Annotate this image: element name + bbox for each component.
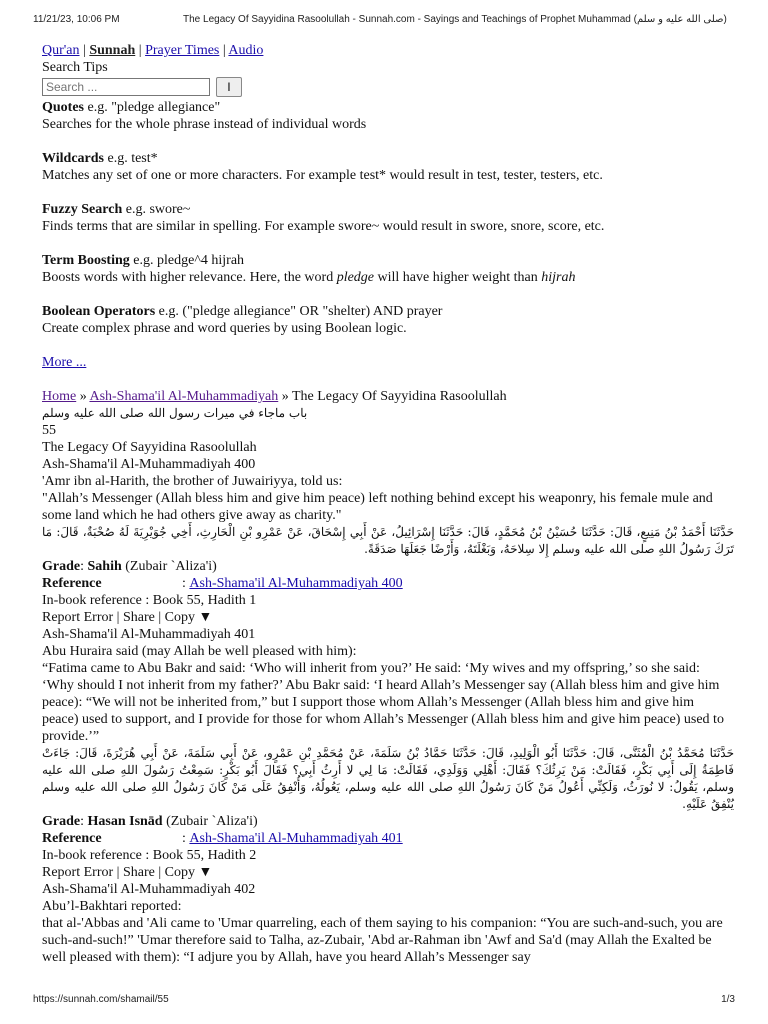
tip-term: Fuzzy Search bbox=[42, 202, 123, 217]
in-book-reference: In-book reference : Book 55, Hadith 2 bbox=[42, 848, 257, 863]
hadith-actions[interactable]: Report Error | Share | Copy ▼ bbox=[42, 610, 213, 625]
hadith-container bbox=[42, 626, 734, 881]
tip-quotes bbox=[42, 99, 734, 133]
reference-link[interactable]: Ash-Shama'il Al-Muhammadiyah 400 bbox=[189, 576, 403, 591]
breadcrumb-current: The Legacy Of Sayyidina Rasoolullah bbox=[291, 389, 507, 404]
hadith-container bbox=[42, 881, 734, 966]
hadith-actions[interactable]: Report Error | Share | Copy ▼ bbox=[42, 865, 213, 880]
in-book-reference: In-book reference : Book 55, Hadith 1 bbox=[42, 593, 257, 608]
breadcrumb-book-link[interactable]: Ash-Shama'il Al-Muhammadiyah bbox=[89, 389, 279, 404]
nav-separator: | bbox=[138, 43, 142, 58]
chapter-arabic-title: باب ماجاء في ميرات رسول الله صلى الله عليه وسلم bbox=[42, 406, 308, 420]
tip-term: Quotes bbox=[42, 100, 84, 115]
nav-prayer-times-link[interactable]: Prayer Times bbox=[145, 43, 220, 58]
hadith-grade: Grade: Sahih (Zubair `Aliza'i) bbox=[42, 559, 217, 574]
search-bar bbox=[42, 77, 734, 97]
search-tips-label[interactable]: Search Tips bbox=[42, 60, 108, 75]
breadcrumb-separator: » bbox=[79, 389, 87, 404]
page-content bbox=[42, 42, 734, 966]
hadith-english-text: “Fatima came to Abu Bakr and said: ‘Who will inherit from you?’ He said: ‘My wives and my offspring,’ so she said: ‘Why should I not inherit from my father?’ Abu Bakr said: ‘I heard Allah’s Messenger say (Allah bless him and give him peace): “We will not be inherited from,” but I support those whom Allah’s Messenger (Allah bless him and give him peace) used to support, and I provide for those for whom Allah’s Messenger (Allah bless him and give him peace) used to provide.’” bbox=[42, 661, 724, 744]
breadcrumb bbox=[42, 388, 734, 405]
tip-description: Searches for the whole phrase instead of individual words bbox=[42, 117, 367, 132]
reference-link[interactable]: Ash-Shama'il Al-Muhammadiyah 401 bbox=[189, 831, 403, 846]
hadith-arabic-text: حَدَّثَنَا أَحْمَدُ بْنُ مَنِيعٍ، قَالَ: حَدَّثَنَا حُسَيْنُ بْنُ مُحَمَّدٍ، قَالَ: حَدَّثَنَا إِسْرَائِيلُ، عَنْ أَبِي إِسْحَاقَ، عَنْ عَمْرِو بْنِ الْحَارِثِ، أَخِي جُوَيْرِيَةَ لَهُ صُحْبَةٌ، قَالَ: مَا تَرَكَ رَسُولُ اللهِ صلى الله عليه وسلم إِلا سِلاحَهُ، وَبَغْلَتَهُ، وَأَرْضًا جَعَلَهَا صَدَقَةً. bbox=[42, 525, 734, 556]
tip-example: e.g. "pledge allegiance" bbox=[87, 100, 221, 115]
tip-description: Boosts words with higher relevance. Here, the word pledge will have higher weight than hijrah bbox=[42, 270, 576, 285]
hadith-english-text: that al-'Abbas and 'Ali came to 'Umar quarreling, each of them saying to his companion: “You are such-and-such, you are such-and-such!” 'Umar therefore said to Talha, az-Zubair, 'Abd ar-Rahman ibn 'Awf and Sa'd (may Allah the Exalted be well pleased with them): “I adjure you by Allah, have you heard Allah’s Messenger say bbox=[42, 916, 723, 965]
print-page-number: 1/3 bbox=[721, 994, 735, 1005]
tip-example: e.g. test* bbox=[107, 151, 158, 166]
tip-example: e.g. ("pledge allegiance" OR "shelter) AND prayer bbox=[158, 304, 443, 319]
search-input[interactable] bbox=[42, 78, 210, 96]
tip-term: Boolean Operators bbox=[42, 304, 156, 319]
hadith-narrator: Abu’l-Bakhtari reported: bbox=[42, 899, 182, 914]
print-page-title: The Legacy Of Sayyidina Rasoolullah - Sunnah.com - Sayings and Teachings of Prophet Muhammad (صلى الله عليه و سلم) bbox=[183, 14, 727, 25]
hadith-reference: Reference : Ash-Shama'il Al-Muhammadiyah 401 bbox=[42, 831, 403, 846]
tip-term: Wildcards bbox=[42, 151, 104, 166]
hadith-ref-title: Ash-Shama'il Al-Muhammadiyah 401 bbox=[42, 627, 256, 642]
hadith-english-text: "Allah’s Messenger (Allah bless him and give him peace) left nothing behind except his weaponry, his female mule and some land which he had others give away as charity." bbox=[42, 491, 713, 523]
tip-description: Finds terms that are similar in spelling. For example swore~ would result in swore, snore, score, etc. bbox=[42, 219, 605, 234]
tip-description: Matches any set of one or more characters. For example test* would result in test, tester, testers, etc. bbox=[42, 168, 603, 183]
chapter-number: 55 bbox=[42, 423, 56, 438]
top-nav bbox=[42, 42, 734, 59]
nav-audio-link[interactable]: Audio bbox=[228, 43, 264, 58]
print-timestamp: 11/21/23, 10:06 PM bbox=[33, 14, 120, 25]
print-header bbox=[33, 14, 735, 28]
search-button[interactable]: l bbox=[216, 77, 242, 97]
chapter-english-title: The Legacy Of Sayyidina Rasoolullah bbox=[42, 440, 257, 455]
tip-example: e.g. pledge^4 hijrah bbox=[133, 253, 245, 268]
reference-label: Reference bbox=[42, 576, 102, 591]
search-tips bbox=[42, 99, 734, 337]
hadith-grade: Grade: Hasan Isnād (Zubair `Aliza'i) bbox=[42, 814, 258, 829]
nav-quran-link[interactable]: Qur'an bbox=[42, 43, 80, 58]
print-footer bbox=[33, 994, 735, 1008]
nav-separator: | bbox=[222, 43, 226, 58]
hadith-reference: Reference : Ash-Shama'il Al-Muhammadiyah 400 bbox=[42, 576, 403, 591]
grade-value: Hasan Isnād bbox=[87, 814, 163, 829]
nav-sunnah-link[interactable]: Sunnah bbox=[89, 43, 136, 58]
hadith-ref-title: Ash-Shama'il Al-Muhammadiyah 400 bbox=[42, 457, 256, 472]
tip-boolean-operators bbox=[42, 303, 734, 337]
tip-wildcards bbox=[42, 150, 734, 184]
more-tips-link[interactable]: More ... bbox=[42, 355, 87, 370]
tip-description: Create complex phrase and word queries by using Boolean logic. bbox=[42, 321, 407, 336]
tip-term-boosting bbox=[42, 252, 734, 286]
tip-example: e.g. swore~ bbox=[125, 202, 191, 217]
breadcrumb-separator: » bbox=[281, 389, 289, 404]
reference-label: Reference bbox=[42, 831, 102, 846]
grade-value: Sahih bbox=[87, 559, 122, 574]
tip-term: Term Boosting bbox=[42, 253, 130, 268]
hadith-narrator: 'Amr ibn al-Harith, the brother of Juwairiyya, told us: bbox=[42, 474, 343, 489]
hadith-ref-title: Ash-Shama'il Al-Muhammadiyah 402 bbox=[42, 882, 256, 897]
breadcrumb-home-link[interactable]: Home bbox=[42, 389, 77, 404]
hadith-narrator: Abu Huraira said (may Allah be well pleased with him): bbox=[42, 644, 357, 659]
print-url: https://sunnah.com/shamail/55 bbox=[33, 994, 169, 1005]
nav-separator: | bbox=[83, 43, 86, 58]
hadith-arabic-text: حَدَّثَنَا مُحَمَّدُ بْنُ الْمُثَنَّى، قَالَ: حَدَّثَنَا أَبُو الْوَلِيدِ، قَالَ: حَدَّثَنَا حَمَّادُ بْنُ سَلَمَةَ، عَنْ مُحَمَّدِ بْنِ عَمْرٍو، عَنْ أَبِي سَلَمَةَ، عَنْ أَبِي هُرَيْرَةَ، قَالَ: جَاءَتْ فَاطِمَةُ إِلَى أَبِي بَكْرٍ، فَقَالَتْ: مَنْ يَرِثُكَ؟ فَقَالَ: أَهْلِي وَوَلَدِي، فَقَالَتْ: مَا لِي لا أَرِثُ أَبِي؟ فَقَالَ أَبُو بَكْرٍ: سَمِعْتُ رَسُولَ اللهِ صلى الله عليه وسلم، يَقُولُ: لا نُورَثُ، وَلَكِنِّي أَعُولُ مَنْ كَانَ رَسُولُ اللهِ صلى الله عليه وسلم، يَعُولُهُ، وَأُنْفِقُ عَلَى مَنْ كَانَ رَسُولُ اللهِ صلى الله عليه وسلم يُنْفِقُ عَلَيْهِ. bbox=[42, 746, 734, 811]
tip-fuzzy-search bbox=[42, 201, 734, 235]
hadith-container bbox=[42, 456, 734, 626]
